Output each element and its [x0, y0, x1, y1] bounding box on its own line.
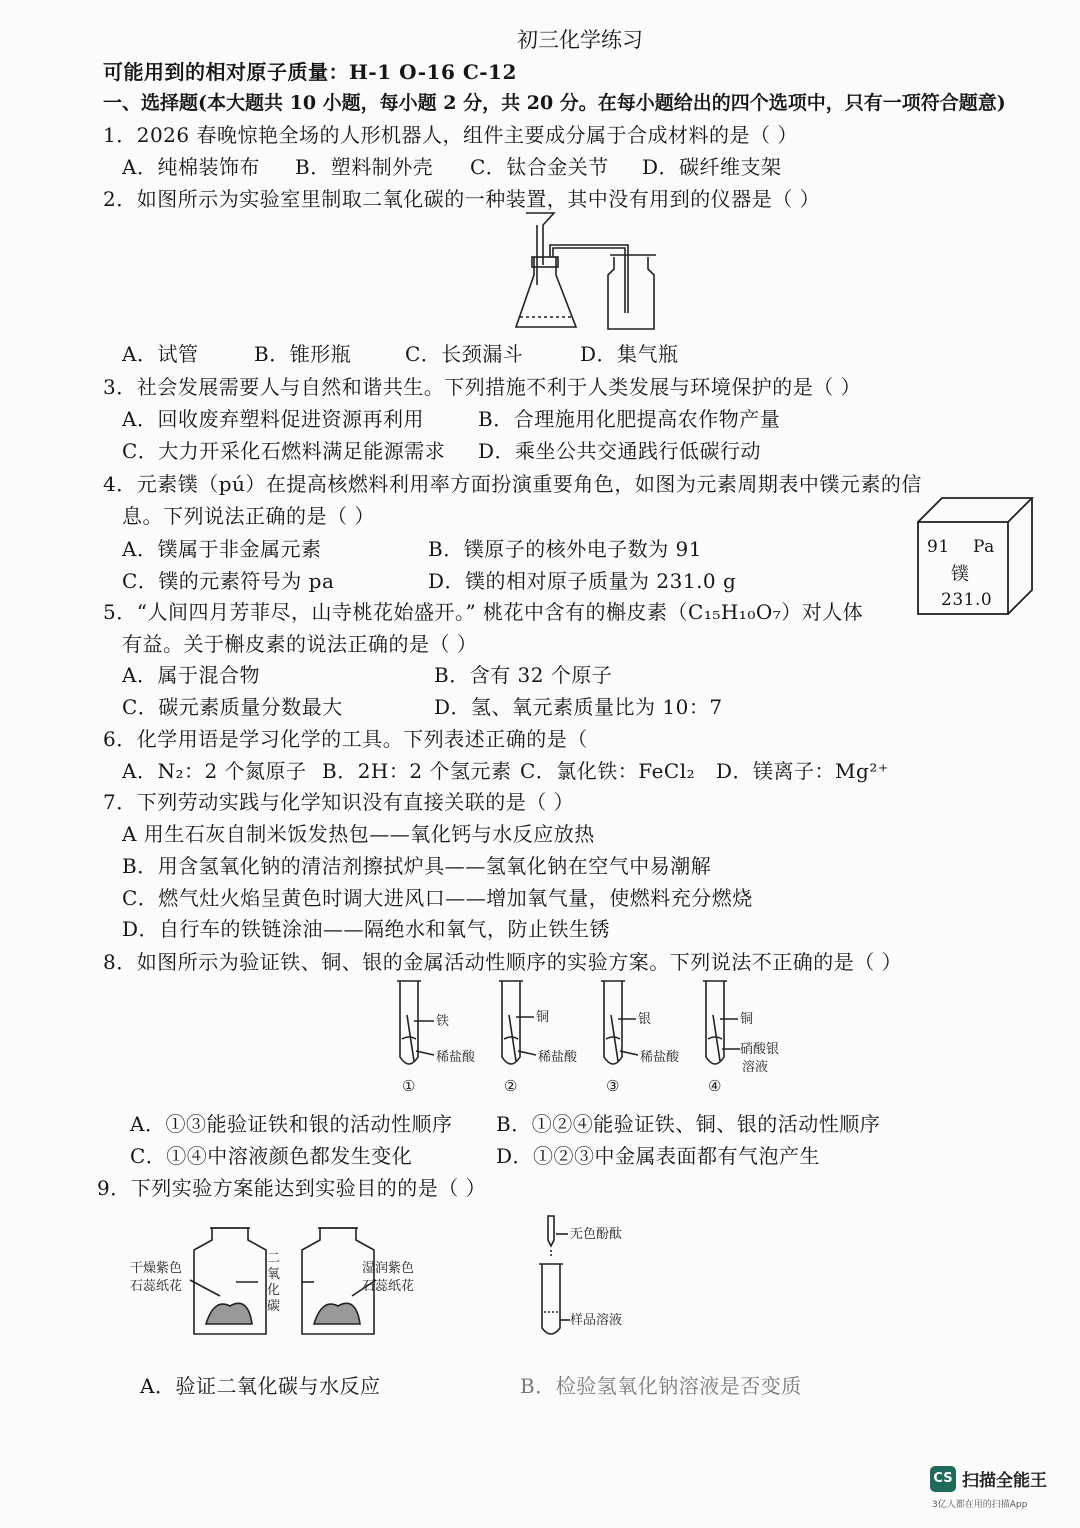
q8-option-b: B．①②④能验证铁、铜、银的活动性顺序	[496, 1112, 881, 1136]
co2-apparatus-figure	[510, 205, 670, 335]
q2-option-c: C．长颈漏斗	[405, 342, 524, 366]
element-name: 镤	[951, 564, 970, 585]
q1-option-a: A．纯棉装饰布	[122, 155, 260, 179]
q3-option-a: A．回收废弃塑料促进资源再利用	[122, 407, 424, 431]
q2-option-d: D．集气瓶	[580, 342, 679, 366]
q3-option-d: D．乘坐公共交通践行低碳行动	[478, 439, 762, 463]
camscanner-logo: CS	[930, 1466, 956, 1492]
q4-option-b: B．镤原子的核外电子数为 91	[428, 537, 703, 561]
test-tubes-figure	[390, 975, 810, 1100]
q5-stem-line2: 有益。关于槲皮素的说法正确的是（ ）	[122, 632, 478, 656]
q3-option-c: C．大力开采化石燃料满足能源需求	[122, 439, 446, 463]
q5-option-c: C．碳元素质量分数最大	[122, 695, 343, 719]
q4-stem-line1: 4．元素镤（pú）在提高核燃料利用率方面扮演重要角色，如图为元素周期表中镤元素的信	[103, 472, 922, 496]
q8-option-d: D．①②③中金属表面都有气泡产生	[496, 1144, 821, 1168]
gas-label-char-3: 化	[267, 1283, 281, 1298]
gas-label-char-4: 碳	[267, 1299, 281, 1314]
q2-option-a: A．试管	[122, 342, 199, 366]
watermark-tagline: 3亿人都在用的扫描App	[932, 1500, 1028, 1510]
q9-option-b-partial: B．检验氢氧化钠溶液是否变质	[520, 1374, 802, 1398]
q4-stem-line2: 息。下列说法正确的是（ ）	[122, 504, 375, 528]
gas-label-char-2: 氧	[267, 1267, 281, 1282]
q7-option-c: C．燃气灶火焰呈黄色时调大进风口——增加氧气量，使燃料充分燃烧	[122, 886, 753, 910]
tube1-solution-label: 稀盐酸	[436, 1050, 476, 1065]
q7-option-b: B．用含氢氧化钠的清洁剂擦拭炉具——氢氧化钠在空气中易潮解	[122, 854, 712, 878]
q1-stem: 1．2026 春晚惊艳全场的人形机器人，组件主要成分属于合成材料的是（ ）	[103, 123, 798, 147]
element-mass: 231.0	[941, 590, 993, 610]
q9-option-a: A．验证二氧化碳与水反应	[140, 1374, 381, 1398]
phenolphthalein-test-figure	[534, 1212, 654, 1342]
q8-option-a: A．①③能验证铁和银的活动性顺序	[130, 1112, 453, 1136]
q4-option-c: C．镤的元素符号为 pa	[122, 569, 335, 593]
q7-option-d: D．自行车的铁链涂油——隔绝水和氧气，防止铁生锈	[122, 917, 611, 941]
right-flower-label-1: 湿润紫色	[362, 1261, 415, 1276]
page-title: 初三化学练习	[517, 28, 643, 52]
left-flower-label-2: 石蕊纸花	[130, 1279, 183, 1294]
element-atomic-number: 91	[927, 537, 950, 557]
q9-stem: 9．下列实验方案能达到实验目的的是（ ）	[97, 1176, 487, 1200]
q5-option-d: D．氢、氧元素质量比为 10：7	[434, 695, 723, 719]
tube3-solution-label: 稀盐酸	[640, 1050, 680, 1065]
tube4-solution-label-1: 硝酸银	[740, 1042, 780, 1057]
section-heading: 一、选择题(本大题共 10 小题，每小题 2 分，共 20 分。在每小题给出的四个选项中，只有一项符合题意)	[103, 92, 1006, 114]
q5-stem-line1: 5．“人间四月芳菲尽，山寺桃花始盛开。” 桃花中含有的槲皮素（C₁₅H₁₀O₇）对人体	[103, 600, 864, 624]
q2-option-b: B．锥形瓶	[254, 342, 352, 366]
sample-tube-label: 样品溶液	[570, 1313, 623, 1328]
q7-stem: 7．下列劳动实践与化学知识没有直接关联的是（ ）	[103, 790, 575, 814]
q8-stem: 8．如图所示为验证铁、铜、银的金属活动性顺序的实验方案。下列说法不正确的是（ ）	[103, 950, 903, 974]
tube2-number: ②	[504, 1077, 518, 1095]
tube4-solution-label-2: 溶液	[742, 1060, 769, 1075]
co2-bottles-figure	[130, 1220, 430, 1340]
q1-option-b: B．塑料制外壳	[295, 155, 434, 179]
gas-label-char-1: 二	[267, 1251, 281, 1266]
q4-option-a: A．镤属于非金属元素	[122, 537, 322, 561]
tube1-metal-label: 铁	[436, 1014, 450, 1029]
atomic-mass-line: 可能用到的相对原子质量：H-1 O-16 C-12	[103, 60, 517, 84]
tube3-metal-label: 银	[638, 1012, 652, 1027]
q7-option-a: A 用生石灰自制米饭发热包——氧化钙与水反应放热	[122, 822, 595, 846]
q6-option-a: A．N₂：2 个氮原子	[122, 759, 307, 783]
q3-option-b: B．合理施用化肥提高农作物产量	[478, 407, 781, 431]
watermark-brand: 扫描全能王	[962, 1471, 1047, 1491]
right-flower-label-2: 石蕊纸花	[362, 1279, 415, 1294]
tube4-metal-label: 铜	[740, 1012, 754, 1027]
q5-option-b: B．含有 32 个原子	[434, 663, 613, 687]
tube2-solution-label: 稀盐酸	[538, 1050, 578, 1065]
q5-option-a: A．属于混合物	[122, 663, 260, 687]
q6-option-d: D．镁离子：Mg²⁺	[716, 759, 889, 783]
tube3-number: ③	[606, 1077, 620, 1095]
q1-option-d: D．碳纤维支架	[642, 155, 782, 179]
tube4-number: ④	[708, 1077, 722, 1095]
tube1-number: ①	[402, 1077, 416, 1095]
q3-stem: 3．社会发展需要人与自然和谐共生。下列措施不利于人类发展与环境保护的是（ ）	[103, 375, 862, 399]
q6-option-b: B．2H：2 个氢元素	[322, 759, 512, 783]
q1-option-c: C．钛合金关节	[470, 155, 609, 179]
tube2-metal-label: 铜	[536, 1010, 550, 1025]
q6-stem: 6．化学用语是学习化学的工具。下列表述正确的是（	[103, 727, 588, 751]
dropper-label: 无色酚酞	[570, 1227, 623, 1242]
left-flower-label-1: 干燥紫色	[130, 1261, 183, 1276]
q2-stem: 2．如图所示为实验室里制取二氧化碳的一种装置，其中没有用到的仪器是（ ）	[103, 187, 821, 211]
q6-option-c: C．氯化铁：FeCl₂	[520, 759, 696, 783]
element-symbol: Pa	[973, 537, 995, 557]
q8-option-c: C．①④中溶液颜色都发生变化	[130, 1144, 413, 1168]
q4-option-d: D．镤的相对原子质量为 231.0 g	[428, 569, 737, 593]
